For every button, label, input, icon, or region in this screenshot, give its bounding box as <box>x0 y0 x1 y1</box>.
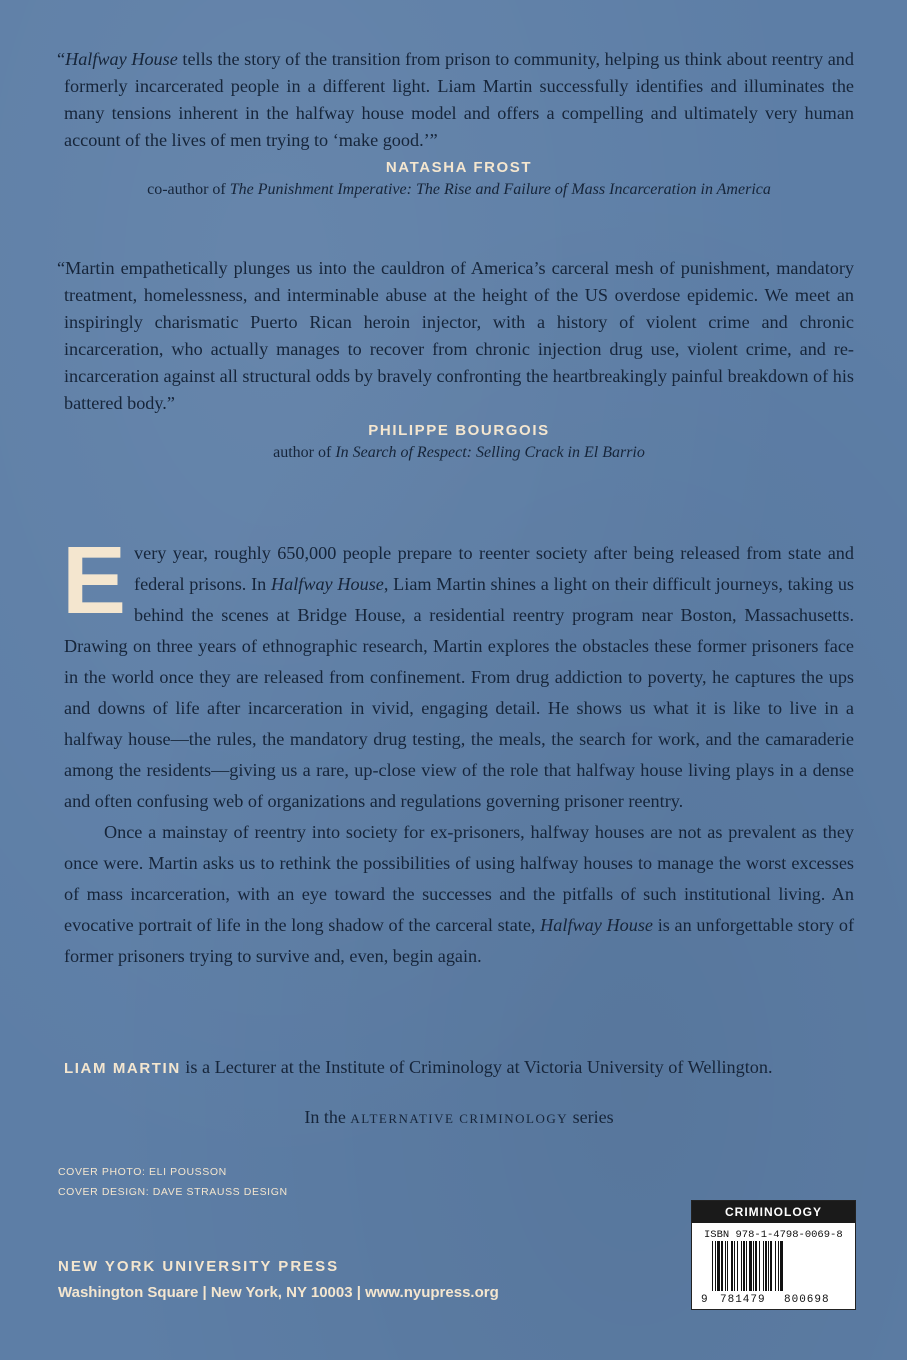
description-paragraph-2: Once a mainstay of reentry into society for ex-prisoners, halfway houses are not as prevalent as they once were. Martin asks us to rethink the possibilities of using halfway houses to manage the worst excesses of mass incarceration, with an eye toward the successes and the pitfalls of such institutional living. An evocative portrait of life in the long shadow of the carceral state, Halfway House is an unforgettable story of former prisoners trying to survive and, even, begin again. <box>64 822 855 966</box>
drop-cap: E <box>62 527 127 634</box>
barcode-bar <box>727 1241 728 1291</box>
blurb-author: PHILIPPE BOURGOIS <box>368 422 550 439</box>
barcode-bar <box>755 1241 757 1291</box>
barcode-bar <box>778 1241 779 1291</box>
series-line: In the ALTERNATIVE CRIMINOLOGY series <box>304 1107 614 1127</box>
barcode-icon <box>698 1241 849 1305</box>
barcode-bar <box>725 1241 726 1291</box>
publisher-name: NEW YORK UNIVERSITY PRESS <box>58 1258 340 1275</box>
barcode-bar <box>780 1241 783 1291</box>
barcode-bar <box>753 1241 754 1291</box>
barcode-digits-left: 781479 <box>720 1294 766 1305</box>
cover-photo-credit: COVER PHOTO: ELI POUSSON <box>58 1166 227 1178</box>
book-description <box>62 527 855 972</box>
barcode-bar <box>763 1241 764 1291</box>
book-title: Halfway House <box>65 49 178 69</box>
category-label: CRIMINOLOGY <box>692 1201 855 1223</box>
author-name: LIAM MARTIN <box>64 1060 181 1077</box>
cover-design-credit: COVER DESIGN: DAVE STRAUSS DESIGN <box>58 1186 288 1198</box>
barcode-digit-prefix: 9 <box>701 1294 708 1305</box>
barcode-bar <box>741 1241 742 1291</box>
barcode-bar <box>765 1241 767 1291</box>
cover-credits <box>58 1162 288 1202</box>
barcode-bar <box>737 1241 738 1291</box>
barcode-bar <box>759 1241 760 1291</box>
barcode-bar <box>746 1241 747 1291</box>
blurb-author-credentials: co-author of The Punishment Imperative: The Rise and Failure of Mass Incarceration in America <box>147 181 771 198</box>
publisher-address: Washington Square | New York, NY 10003 | www.nyupress.org <box>58 1284 499 1301</box>
barcode-bar <box>721 1241 723 1291</box>
blurb-natasha-frost <box>57 46 854 202</box>
barcode-digits-right: 800698 <box>784 1294 830 1305</box>
blurb-philippe-bourgois <box>57 255 854 465</box>
isbn-barcode-box <box>691 1200 856 1310</box>
barcode-bar <box>768 1241 769 1291</box>
barcode-bar <box>712 1241 713 1291</box>
blurb-quote: “Halfway House tells the story of the transition from prison to community, helping us think about reentry and formerly incarcerated people in a different light. Liam Martin successfully identifies and illuminates the many tensions inherent in the halfway house model and offers a compelling and ultimately very human account of the lives of men trying to ‘make good.’” <box>57 49 854 150</box>
blurb-author: NATASHA FROST <box>385 159 533 176</box>
barcode-bar <box>734 1241 735 1291</box>
isbn-number: ISBN 978-1-4798-0069-8 <box>704 1229 843 1241</box>
barcode-bar <box>770 1241 772 1291</box>
barcode-bar <box>717 1241 720 1291</box>
blurb-quote: “Martin empathetically plunges us into the cauldron of America’s carceral mesh of punishment, mandatory treatment, homelessness, and interminable abuse at the height of the US overdose epidemic. We meet an inspiringly charismatic Puerto Rican heroin injector, with a history of violent crime and chronic incarceration, who actually manages to recover from chronic injection drug use, violent crime, and re-incarceration against all structural odds by bravely confronting the heartbreakingly painful breakdown of his battered body.” <box>57 258 854 413</box>
barcode-bar <box>715 1241 716 1291</box>
series-name: ALTERNATIVE CRIMINOLOGY <box>350 1111 569 1126</box>
barcode-bar <box>743 1241 745 1291</box>
author-bio: LIAM MARTIN is a Lecturer at the Institute of Criminology at Victoria University of Wellington. <box>64 1057 773 1077</box>
barcode-bar <box>775 1241 776 1291</box>
barcode-bar <box>749 1241 752 1291</box>
barcode-bar <box>731 1241 733 1291</box>
description-paragraph-1: Every year, roughly 650,000 people prepare to reenter society after being released from state and federal prisons. In Halfway House, Liam Martin shines a light on their difficult journeys, taking us behind the scenes at Bridge House, a residential reentry program near Boston, Massachusetts. Drawing on three years of ethnographic research, Martin explores the obstacles these former prisoners face in the world once they are released from confinement. From drug addiction to poverty, he captures the ups and downs of life after incarceration in vivid, engaging detail. He shows us what it is like to live in a halfway house—the rules, the mandatory drug testing, the meals, the search for work, and the camaraderie among the residents—giving us a rare, up-close view of the role that halfway house living plays in a dense and often confusing web of organizations and regulations governing prisoner reentry. <box>62 527 854 811</box>
blurb-author-credentials: author of In Search of Respect: Selling Crack in El Barrio <box>273 444 645 461</box>
